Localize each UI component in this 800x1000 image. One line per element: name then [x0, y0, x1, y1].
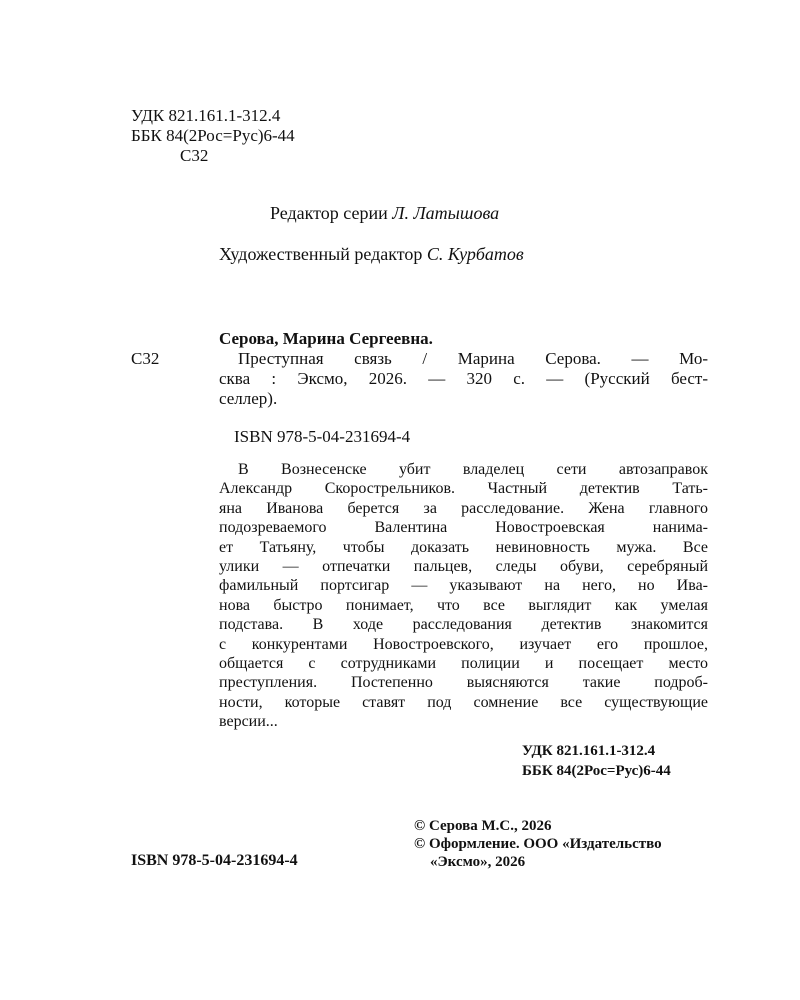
art-editor-name: С. Курбатов	[426, 244, 524, 264]
bbk-code-bottom: ББК 84(2Рос=Рус)6-44	[522, 763, 671, 779]
annotation-line: подозреваемого Валентина Новостроевская нанима-	[219, 519, 708, 537]
art-editor-label: Художественный редактор	[219, 244, 423, 264]
copyright-design: © Оформление. ООО «Издательство	[414, 836, 662, 852]
copyright-author: © Серова М.С., 2026	[414, 818, 552, 834]
annotation-line: версии...	[219, 713, 278, 731]
bibliographic-line: селлер).	[219, 389, 278, 408]
isbn-bottom: ISBN 978-5-04-231694-4	[131, 852, 298, 869]
series-editor-label: Редактор серии	[270, 203, 388, 223]
author-sign-mid: С32	[131, 349, 160, 368]
art-editor-line	[219, 244, 524, 265]
annotation-line: ет Татьяну, чтобы доказать невиновность мужа. Все	[219, 538, 708, 556]
author-sign: С32	[180, 146, 209, 165]
annotation-line: подстава. В ходе расследования детектив знакомится	[219, 616, 708, 634]
annotation-line: улики — отпечатки пальцев, следы обуви, серебряный	[219, 558, 708, 576]
annotation-line: нова быстро понимает, что все выглядит как умелая	[219, 596, 708, 614]
bibliographic-line: сква : Эксмо, 2026. — 320 с. — (Русский бест-	[219, 369, 708, 388]
annotation-line: с конкурентами Новостроевского, изучает его прошлое,	[219, 635, 708, 653]
udk-code-bottom: УДК 821.161.1-312.4	[522, 743, 656, 759]
annotation	[219, 460, 708, 732]
annotation-line: яна Иванова берется за расследование. Жена главного	[219, 499, 708, 517]
bibliographic-line: Преступная связь / Марина Серова. — Мо-	[238, 349, 708, 368]
annotation-line: преступления. Постепенно выясняются такие подроб-	[219, 674, 708, 692]
author-heading: Серова, Марина Сергеевна.	[219, 329, 433, 348]
series-editor-name: Л. Латышова	[392, 203, 500, 223]
series-editor-line	[270, 203, 499, 224]
annotation-line: фамильный портсигар — указывают на него, но Ива-	[219, 577, 708, 595]
annotation-line: Александр Скорострельников. Частный детектив Тать-	[219, 480, 708, 498]
annotation-line: В Вознесенске убит владелец сети автозаправок	[238, 461, 708, 478]
isbn-mid: ISBN 978-5-04-231694-4	[234, 427, 411, 446]
bbk-code: ББК 84(2Рос=Рус)6-44	[131, 126, 295, 145]
udk-code: УДК 821.161.1-312.4	[131, 106, 281, 125]
bibliographic-description	[219, 349, 708, 409]
annotation-line: ности, которые ставят под сомнение все существующие	[219, 693, 708, 711]
copyright-publisher: «Эксмо», 2026	[430, 854, 526, 870]
annotation-line: общается с сотрудниками полиции и посещает место	[219, 655, 708, 673]
